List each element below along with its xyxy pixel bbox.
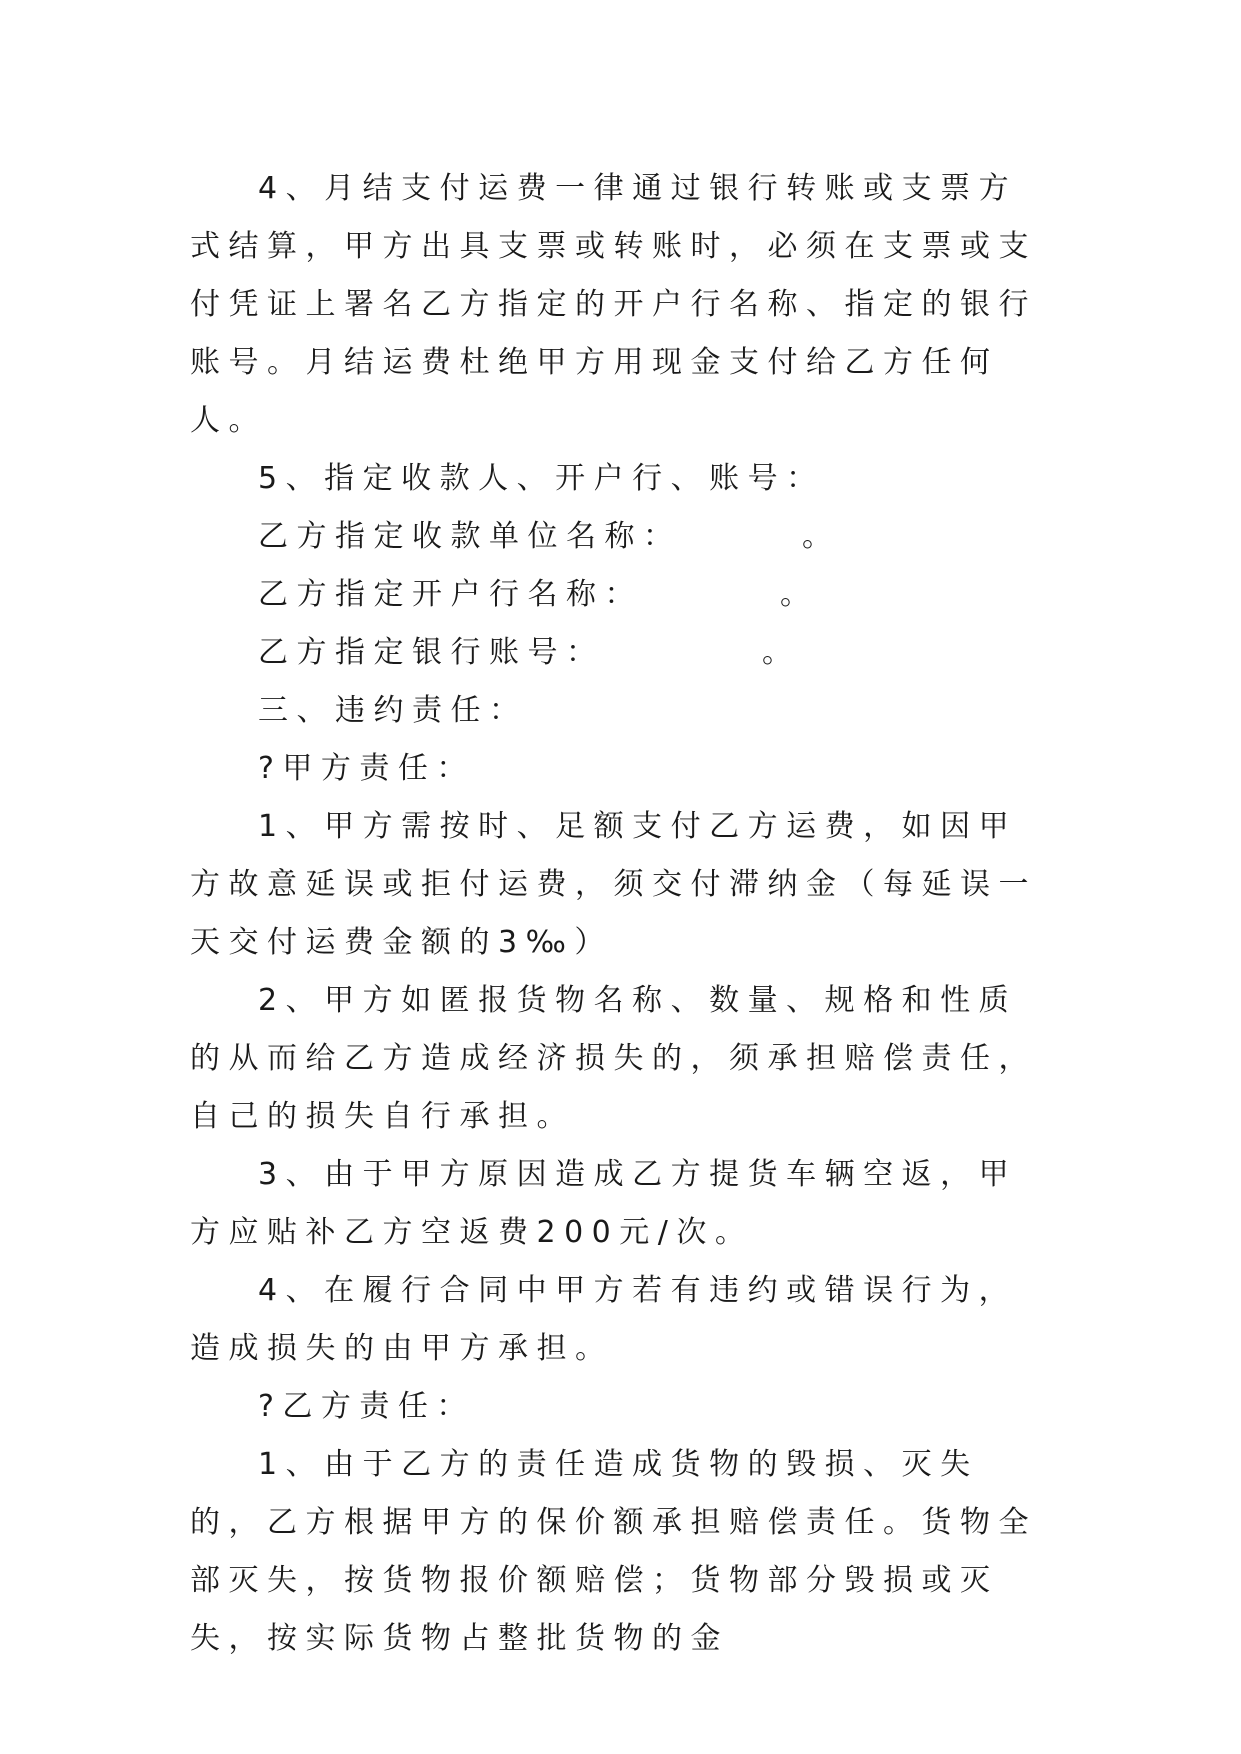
paragraph-a-clause-4: 4、在履行合同中甲方若有违约或错误行为，造成损失的由甲方承担。 <box>190 1273 1018 1366</box>
fill-in-payee-unit <box>190 508 1050 566</box>
fill-in-end: 。 <box>780 577 819 612</box>
subheading-party-a: ?甲方责任： <box>258 751 475 786</box>
paragraph-b-clause-1: 1、由于乙方的责任造成货物的毁损、灭失的，乙方根据甲方的保价额承担赔偿责任。货物全部灭失，按货物报价额赔偿；货物部分毁损或灭失，按实际货物占整批货物的金 <box>190 1447 1037 1656</box>
paragraph-a-clause-1: 1、甲方需按时、足额支付乙方运费，如因甲方故意延误或拒付运费，须交付滞纳金（每延误一天交付运费金额的3‰） <box>190 809 1037 960</box>
fill-in-label: 乙方指定开户行名称： <box>258 577 643 612</box>
fill-in-bank-name <box>190 566 1050 624</box>
paragraph-a-clause-2: 2、甲方如匿报货物名称、数量、规格和性质的从而给乙方造成经济损失的，须承担赔偿责任，自己的损失自行承担。 <box>190 983 1037 1134</box>
subheading-party-b: ?乙方责任： <box>258 1389 475 1424</box>
fill-in-label: 乙方指定银行账号： <box>258 635 605 670</box>
paragraph-monthly-payment: 4、月结支付运费一律通过银行转账或支票方式结算，甲方出具支票或转账时，必须在支票或支付凭证上署名乙方指定的开户行名称、指定的银行账号。月结运费杜绝甲方用现金支付给乙方任何人。 <box>190 171 1037 438</box>
paragraph-designated-payee: 5、指定收款人、开户行、账号： <box>258 461 825 496</box>
fill-in-bank-account <box>190 624 1050 682</box>
fill-in-end: 。 <box>802 519 841 554</box>
section-heading-liability: 三、违约责任： <box>258 693 528 728</box>
paragraph-a-clause-3: 3、由于甲方原因造成乙方提货车辆空返，甲方应贴补乙方空返费200元/次。 <box>190 1157 1018 1250</box>
document-body <box>190 160 1050 1668</box>
fill-in-end: 。 <box>762 635 801 670</box>
fill-in-label: 乙方指定收款单位名称： <box>258 519 682 554</box>
